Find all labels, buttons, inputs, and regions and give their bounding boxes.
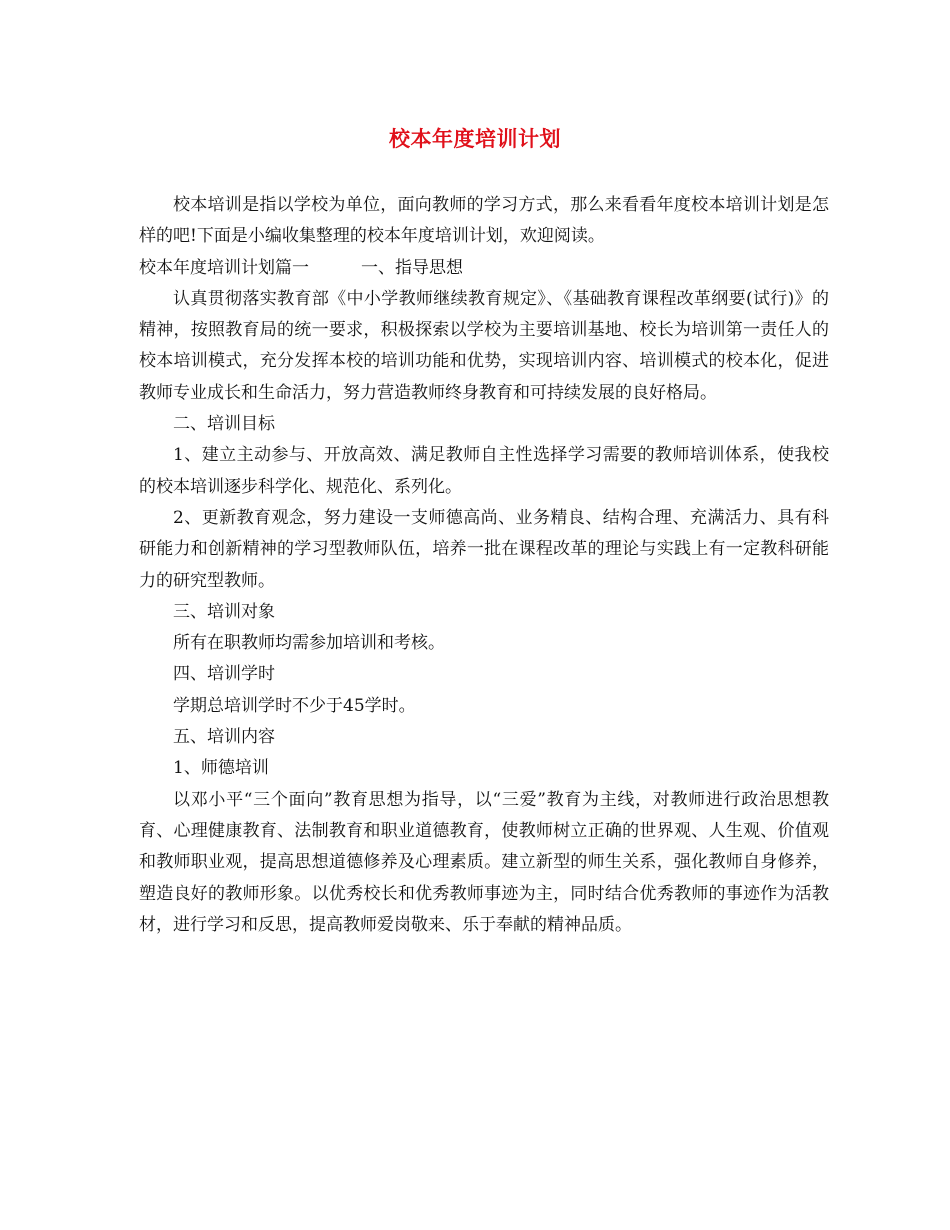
goal-item-1: 1、建立主动参与、开放高效、满足教师自主性选择学习需要的教师培训体系，使我校的校本培训逐步科学化、规范化、系列化。	[139, 445, 829, 497]
chapter-heading-line	[139, 253, 829, 284]
section-heading-guiding-ideology: 一、指导思想	[361, 257, 463, 278]
section-heading-training-targets: 三、培训对象	[173, 601, 275, 622]
training-hours-paragraph: 学期总培训学时不少于45学时。	[173, 695, 416, 716]
subsection-heading-ethics-training: 1、师德培训	[173, 758, 269, 779]
section-heading-training-hours: 四、培训学时	[173, 664, 275, 685]
chapter-label: 校本年度培训计划篇一	[139, 257, 309, 278]
document-body	[139, 190, 829, 941]
intro-paragraph: 校本培训是指以学校为单位，面向教师的学习方式，那么来看看年度校本培训计划是怎样的吧!下面是小编收集整理的校本年度培训计划，欢迎阅读。	[139, 195, 829, 247]
section-heading-training-content: 五、培训内容	[173, 727, 275, 748]
section-heading-training-goals: 二、培训目标	[173, 414, 275, 435]
training-targets-paragraph: 所有在职教师均需参加培训和考核。	[173, 633, 445, 654]
document-title: 校本年度培训计划	[389, 126, 561, 151]
guiding-ideology-paragraph: 认真贯彻落实教育部《中小学教师继续教育规定》、《基础教育课程改革纲要(试行)》的精神，按照教育局的统一要求，积极探索以学校为主要培训基地、校长为培训第一责任人的校本培训模式，充分发挥本校的培训功能和优势，实现培训内容、培训模式的校本化，促进教师专业成长和生命活力，努力营造教师终身教育和可持续发展的良好格局。	[139, 288, 829, 403]
ethics-training-paragraph: 以邓小平“三个面向”教育思想为指导，以“三爱”教育为主线，对教师进行政治思想教育、心理健康教育、法制教育和职业道德教育，使教师树立正确的世界观、人生观、价值观和教师职业观，提高思想道德修养及心理素质。建立新型的师生关系，强化教师自身修养，塑造良好的教师形象。以优秀校长和优秀教师事迹为主，同时结合优秀教师的事迹作为活教材，进行学习和反思，提高教师爱岗敬来、乐于奉献的精神品质。	[139, 789, 829, 935]
goal-item-2: 2、更新教育观念，努力建设一支师德高尚、业务精良、结构合理、充满活力、具有科研能力和创新精神的学习型教师队伍，培养一批在课程改革的理论与实践上有一定教科研能力的研究型教师。	[139, 507, 829, 591]
